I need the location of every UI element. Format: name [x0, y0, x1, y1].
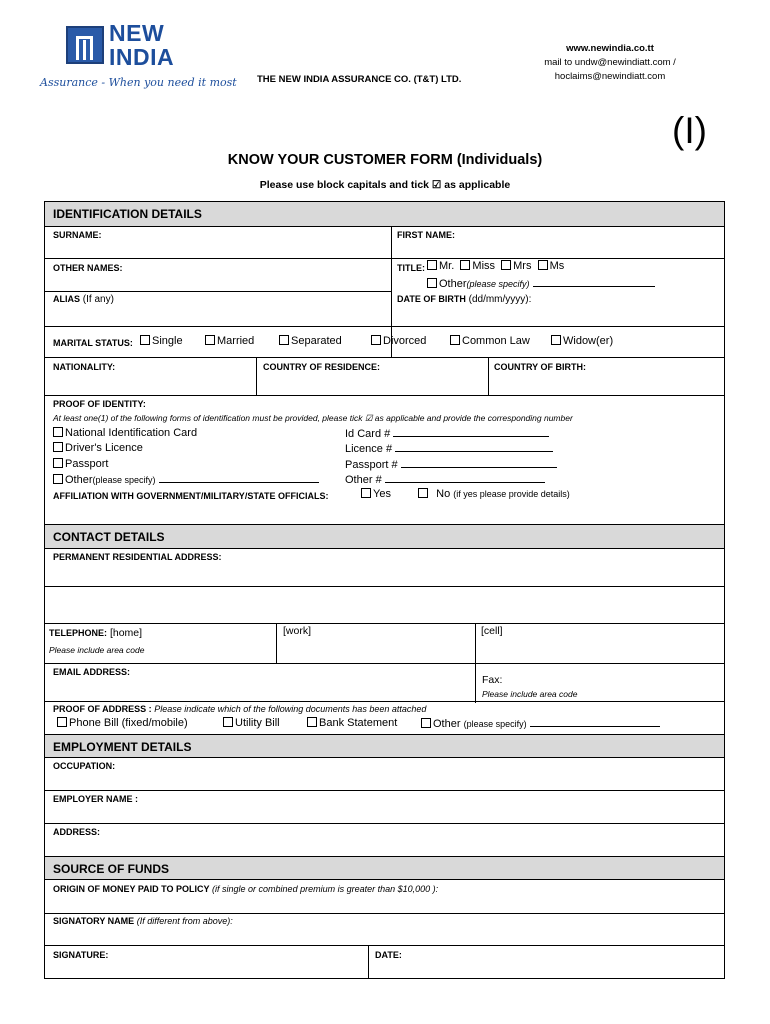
surname-label: SURNAME: — [53, 230, 102, 240]
dob-hint: (dd/mm/yyyy): — [468, 294, 532, 305]
affiliation-yes-checkbox[interactable] — [361, 488, 371, 498]
passport-number-input[interactable] — [401, 458, 557, 468]
section-identification: IDENTIFICATION DETAILS — [45, 202, 724, 227]
origin-money-label: ORIGIN OF MONEY PAID TO POLICY — [53, 884, 210, 894]
title-mr-label: Mr. — [439, 260, 455, 272]
proof-bank-statement-label: Bank Statement — [319, 717, 398, 729]
occupation-label: OCCUPATION: — [53, 761, 116, 771]
telephone-cell-label: [cell] — [481, 625, 503, 637]
country-birth-label: COUNTRY OF BIRTH: — [494, 362, 586, 372]
proof-national-id-checkbox[interactable] — [53, 427, 63, 437]
origin-money-row — [53, 884, 438, 894]
proof-other-label: Other — [65, 474, 93, 486]
signature-label: SIGNATURE: — [53, 950, 109, 960]
marital-single-label: Single — [152, 335, 183, 347]
form-code: (I) — [672, 110, 707, 151]
licence-number-input[interactable] — [395, 442, 553, 452]
dob-row — [397, 294, 531, 305]
tagline: Assurance - When you need it most — [40, 76, 237, 89]
other-number — [345, 473, 545, 486]
permanent-address-label: PERMANENT RESIDENTIAL ADDRESS: — [53, 552, 222, 562]
proof-other-checkbox[interactable] — [53, 474, 63, 484]
dob-label: DATE OF BIRTH — [397, 294, 466, 304]
proof-address-other-input[interactable] — [530, 717, 660, 727]
proof-drivers-licence — [53, 442, 143, 454]
marital-separated — [279, 335, 342, 347]
proof-phone-bill-checkbox[interactable] — [57, 717, 67, 727]
kyc-form — [44, 201, 725, 979]
company-logo-icon — [66, 26, 104, 64]
company-name: THE NEW INDIA ASSURANCE CO. (T&T) LTD. — [257, 74, 462, 85]
other-names-label: OTHER NAMES: — [53, 263, 123, 273]
marital-widow-label: Widow(er) — [563, 335, 614, 347]
proof-other-input[interactable] — [159, 473, 319, 483]
title-ms-checkbox[interactable] — [538, 260, 548, 270]
affiliation-yes — [361, 488, 391, 500]
marital-common-law-label: Common Law — [462, 335, 530, 347]
other-number-label: Other # — [345, 474, 382, 486]
proof-phone-bill — [57, 717, 188, 729]
proof-utility-bill-checkbox[interactable] — [223, 717, 233, 727]
other-number-input[interactable] — [385, 473, 545, 483]
email-line-2[interactable]: hoclaims@newindiatt.com — [554, 71, 666, 82]
page-subtitle: Please use block capitals and tick ☑ as applicable — [259, 179, 511, 191]
telephone-home-label: [home] — [109, 627, 143, 639]
title-miss-checkbox[interactable] — [460, 260, 470, 270]
title-label: TITLE: — [397, 263, 425, 273]
proof-national-id — [53, 427, 197, 439]
proof-address-other-hint: (please specify) — [463, 719, 527, 729]
marital-widow-checkbox[interactable] — [551, 335, 561, 345]
employer-name-label: EMPLOYER NAME : — [53, 794, 139, 804]
marital-single-checkbox[interactable] — [140, 335, 150, 345]
title-miss-label: Miss — [472, 260, 496, 272]
proof-passport — [53, 458, 108, 470]
logo-text-india: INDIA — [109, 44, 175, 70]
marital-married — [205, 335, 254, 347]
proof-identity-label: PROOF OF IDENTITY: — [53, 399, 146, 409]
telephone-work-label: [work] — [283, 625, 312, 637]
title-other-hint: (please specify) — [466, 279, 530, 289]
proof-national-id-label: National Identification Card — [65, 427, 198, 439]
passport-number-label: Passport # — [345, 459, 398, 471]
section-employment: EMPLOYMENT DETAILS — [45, 734, 724, 758]
affiliation-label: AFFILIATION WITH GOVERNMENT/MILITARY/STATE OFFICIALS: — [53, 491, 329, 501]
employer-address-label: ADDRESS: — [53, 827, 101, 837]
proof-address-other-label: Other — [433, 718, 461, 730]
title-options — [427, 260, 564, 272]
alias-hint: (If any) — [82, 294, 114, 305]
title-other — [427, 277, 655, 290]
affiliation-no-label: No — [436, 488, 451, 500]
country-residence-label: COUNTRY OF RESIDENCE: — [263, 362, 381, 372]
marital-common-law-checkbox[interactable] — [450, 335, 460, 345]
telephone-row — [49, 627, 142, 639]
title-mrs-checkbox[interactable] — [501, 260, 511, 270]
proof-utility-bill-label: Utility Bill — [235, 717, 280, 729]
title-other-label: Other — [439, 278, 467, 290]
proof-passport-label: Passport — [65, 458, 109, 470]
proof-bank-statement-checkbox[interactable] — [307, 717, 317, 727]
id-card-number-input[interactable] — [393, 427, 549, 437]
affiliation-yes-label: Yes — [373, 488, 391, 500]
proof-phone-bill-label: Phone Bill (fixed/mobile) — [69, 717, 188, 729]
marital-separated-checkbox[interactable] — [279, 335, 289, 345]
marital-divorced-label: Divorced — [383, 335, 427, 347]
proof-other — [53, 473, 319, 486]
marital-separated-label: Separated — [291, 335, 342, 347]
proof-address-row — [53, 704, 426, 714]
email-line-1[interactable]: mail to undw@newindiatt.com / — [544, 57, 676, 68]
passport-number — [345, 458, 557, 471]
telephone-area-code-hint: Please include area code — [49, 645, 145, 655]
id-card-number-label: Id Card # — [345, 428, 391, 440]
marital-divorced — [371, 335, 426, 347]
proof-drivers-licence-label: Driver's Licence — [65, 442, 143, 454]
licence-number — [345, 442, 553, 455]
proof-drivers-licence-checkbox[interactable] — [53, 442, 63, 452]
title-ms-label: Ms — [549, 260, 565, 272]
proof-passport-checkbox[interactable] — [53, 458, 63, 468]
affiliation-hint: (if yes please provide details) — [453, 489, 570, 499]
section-source-of-funds: SOURCE OF FUNDS — [45, 856, 724, 880]
proof-address-hint: Please indicate which of the following documents has been attached — [154, 704, 427, 714]
website-link[interactable]: www.newindia.co.tt — [566, 43, 654, 54]
fax-area-code-hint: Please include area code — [482, 689, 578, 699]
alias-label: ALIAS — [53, 294, 80, 304]
fax-label: Fax: — [482, 674, 503, 686]
marital-single — [140, 335, 183, 347]
nationality-label: NATIONALITY: — [53, 362, 116, 372]
title-other-input[interactable] — [533, 277, 655, 287]
marital-divorced-checkbox[interactable] — [371, 335, 381, 345]
first-name-label: FIRST NAME: — [397, 230, 455, 240]
proof-other-hint: (please specify) — [92, 475, 156, 485]
alias-row — [53, 294, 114, 305]
marital-married-label: Married — [217, 335, 255, 347]
proof-address-other-checkbox[interactable] — [421, 718, 431, 728]
affiliation-no-checkbox[interactable] — [418, 488, 428, 498]
proof-address-label: PROOF OF ADDRESS : — [53, 704, 152, 714]
title-mrs-label: Mrs — [513, 260, 532, 272]
signatory-row — [53, 916, 233, 926]
marital-widow — [551, 335, 613, 347]
email-label: EMAIL ADDRESS: — [53, 667, 131, 677]
proof-bank-statement — [307, 717, 397, 729]
page-title: KNOW YOUR CUSTOMER FORM (Individuals) — [227, 152, 543, 168]
title-other-checkbox[interactable] — [427, 278, 437, 288]
affiliation-no — [418, 488, 570, 500]
marital-married-checkbox[interactable] — [205, 335, 215, 345]
signatory-label: SIGNATORY NAME — [53, 916, 135, 926]
title-mr-checkbox[interactable] — [427, 260, 437, 270]
logo-text-new: NEW — [109, 20, 165, 46]
proof-utility-bill — [223, 717, 280, 729]
origin-money-hint: (if single or combined premium is greater than $10,000 ): — [212, 884, 439, 894]
id-card-number — [345, 427, 549, 440]
date-label: DATE: — [375, 950, 402, 960]
telephone-label: TELEPHONE: — [49, 628, 108, 638]
marital-status-label: MARITAL STATUS: — [53, 338, 133, 348]
signatory-hint: (If different from above): — [136, 916, 233, 926]
proof-address-other — [421, 717, 660, 730]
section-contact: CONTACT DETAILS — [45, 524, 724, 549]
licence-number-label: Licence # — [345, 443, 393, 455]
marital-common-law — [450, 335, 530, 347]
proof-identity-instructions: At least one(1) of the following forms of identification must be provided, please tick ☑ as applicable and provide the corresponding number — [53, 413, 573, 423]
contact-info — [500, 42, 720, 84]
